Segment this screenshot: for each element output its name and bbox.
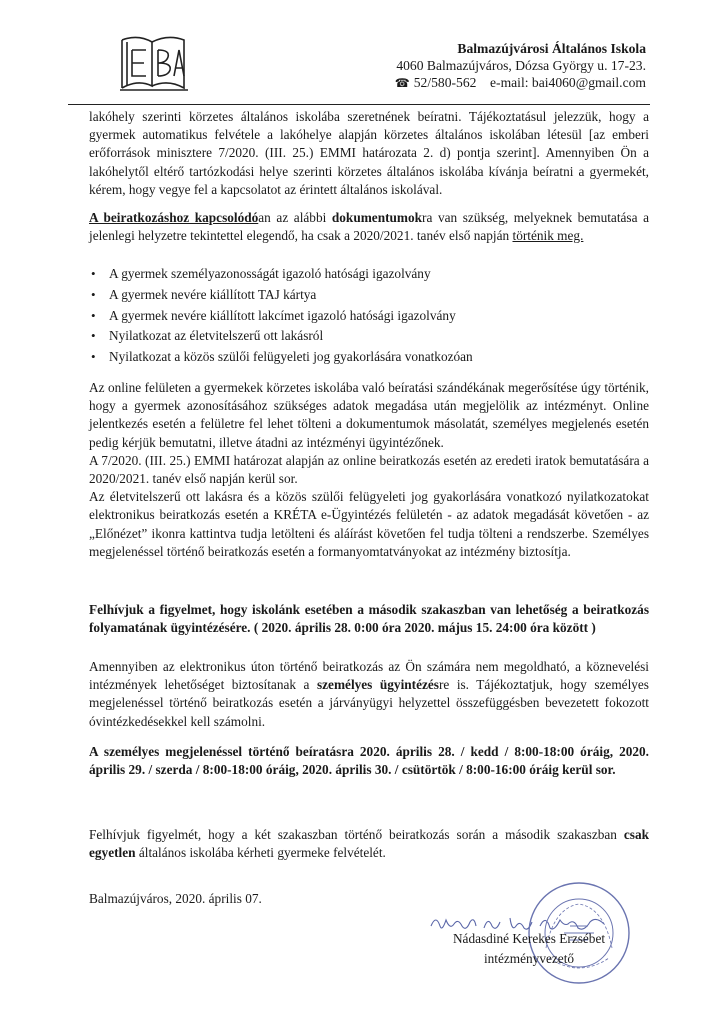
paragraph-enrollment-info: lakóhely szerinti körzetes általános iskolába szeretnének beíratni. Tájékoztatásul jelezzük, hogy a gyermek automatikus felvétele a lakóhelye alapján körzetes általános iskolában létesül [az emberi erőforrások minisztere 7/2020. (III. 25.) EMMI határozata 2. d) pontja szerint]. Amennyiben Ön a lakóhelytől eltérő tartózkodási helye szerinti körzetes általános iskolába kívánja beíratni a gyermekét, kérem, hogy vegye fel a kapcsolatot az érintett általános iskolával.	[89, 109, 649, 197]
paragraph-personal-enrollment	[89, 658, 649, 731]
paragraph-documents-intro	[89, 209, 649, 245]
personal-enrollment-continued: re is. Tájékoztatjuk, hogy személyes megjelenéssel történő beiratkozás esetén a járványügyi helyzettel összefüggésben bevezetett fokozott óvintézkedésekkel kell számolni.	[89, 677, 649, 729]
original-documents-text: A 7/2020. (III. 25.) EMMI határozat alapján az online beiratkozás esetén az eredeti iratok bemutatására a 2020/2021. tanév első napján kerül sor.	[89, 452, 649, 487]
paragraph-single-school-notice	[89, 826, 649, 862]
documents-intro-continued: ra van szükség, melyeknek bemutatása a jelenlegi helyzetre tekintettel elegendő, ha csak a 2020/2021. tanév első napján	[89, 210, 649, 244]
letterhead-divider	[68, 104, 650, 105]
paragraph-online-enrollment	[89, 379, 649, 561]
email-address: e-mail: bai4060@gmail.com	[490, 75, 646, 90]
school-name: Balmazújvárosi Általános Iskola	[457, 41, 646, 56]
paragraph-second-phase-notice: Felhívjuk a figyelmet, hogy iskolánk esetében a második szakaszban van lehetőség a beiratkozás folyamatának ügyintézésére. ( 2020. április 28. 0:00 óra 2020. május 15. 24:00 óra között )	[89, 602, 649, 636]
declarations-text: Az életvitelszerű ott lakásra és a közös szülői felügyeleti jog gyakorlására vonatkozó nyilatkozatokat elektronikus beiratkozás esetén a KRÉTA e-Ügyintézés felületén - az adatok megadását követően - az „Előnézet” ikonra kattintva tudja letölteni és aláírást követően fel tudja tölteni a rendszerbe. Személyes megjelenéssel történő beiratkozás esetén a formanyomtatványokat az intézmény biztosítja.	[89, 489, 649, 559]
documents-lead-text: A beiratkozáshoz kapcsolódó	[89, 210, 259, 225]
documents-intro-text: an az alábbi	[258, 210, 332, 225]
signer-name: Nádasdiné Kerekes Erzsébet	[452, 931, 606, 946]
letterhead	[395, 40, 646, 92]
list-item: • Nyilatkozat az életvitelszerű ott lakásról	[89, 326, 649, 347]
list-item: • A gyermek személyazonosságát igazoló hatósági igazolvány	[89, 264, 649, 285]
required-documents-list	[89, 264, 649, 368]
phone-number: 52/580-562	[413, 75, 477, 90]
single-school-end: általános iskolába kérheti gyermeke felvételét.	[135, 845, 386, 861]
single-school-keyword: csak egyetlen	[89, 827, 649, 861]
signer-title: intézményvezető	[483, 951, 575, 966]
signer-block	[419, 929, 639, 969]
list-item: • Nyilatkozat a közös szülői felügyeleti jog gyakorlására vonatkozóan	[89, 347, 649, 368]
contact-line	[395, 74, 646, 92]
school-logo	[118, 32, 190, 94]
phone-icon: ☎	[394, 76, 410, 90]
single-school-text: Felhívjuk figyelmét, hogy a két szakaszban történő beiratkozás során a második szakaszban	[89, 827, 624, 842]
documents-keyword: dokumentumok	[331, 210, 423, 225]
school-address: 4060 Balmazújváros, Dózsa György u. 17-23.	[396, 58, 646, 73]
list-item: • A gyermek nevére kiállított lakcímet igazoló hatósági igazolvány	[89, 306, 649, 327]
documents-intro-end: történik meg.	[512, 228, 584, 244]
list-item: • A gyermek nevére kiállított TAJ kártya	[89, 285, 649, 306]
personal-enrollment-keyword: személyes ügyintézés	[316, 677, 439, 693]
paragraph-personal-schedule: A személyes megjelenéssel történő beíratásra 2020. április 28. / kedd / 8:00-18:00 óráig, 2020. április 29. / szerda / 8:00-18:00 óráig, 2020. április 30. / csütörtök / 8:00-16:00 óráig kerül sor.	[89, 744, 649, 778]
personal-enrollment-text: Amennyiben az elektronikus úton történő beiratkozás az Ön számára nem megoldható, a köznevelési intézmények lehetőséget biztosítanak a	[89, 659, 649, 693]
document-date: Balmazújváros, 2020. április 07.	[89, 891, 262, 906]
online-enrollment-text: Az online felületen a gyermekek körzetes iskolába való beíratási szándékának megerősítése úgy történik, hogy a gyermek azonosításához szükséges adatok megadása után megjelölik az intézményt. Online jelentkezés esetén a felületre fel lehet tölteni a dokumentumok másolatát, személyes megjelenés esetén pedig kérjük bemutatni, illetve átadni az intézményi ügyintézőnek.	[89, 380, 649, 450]
